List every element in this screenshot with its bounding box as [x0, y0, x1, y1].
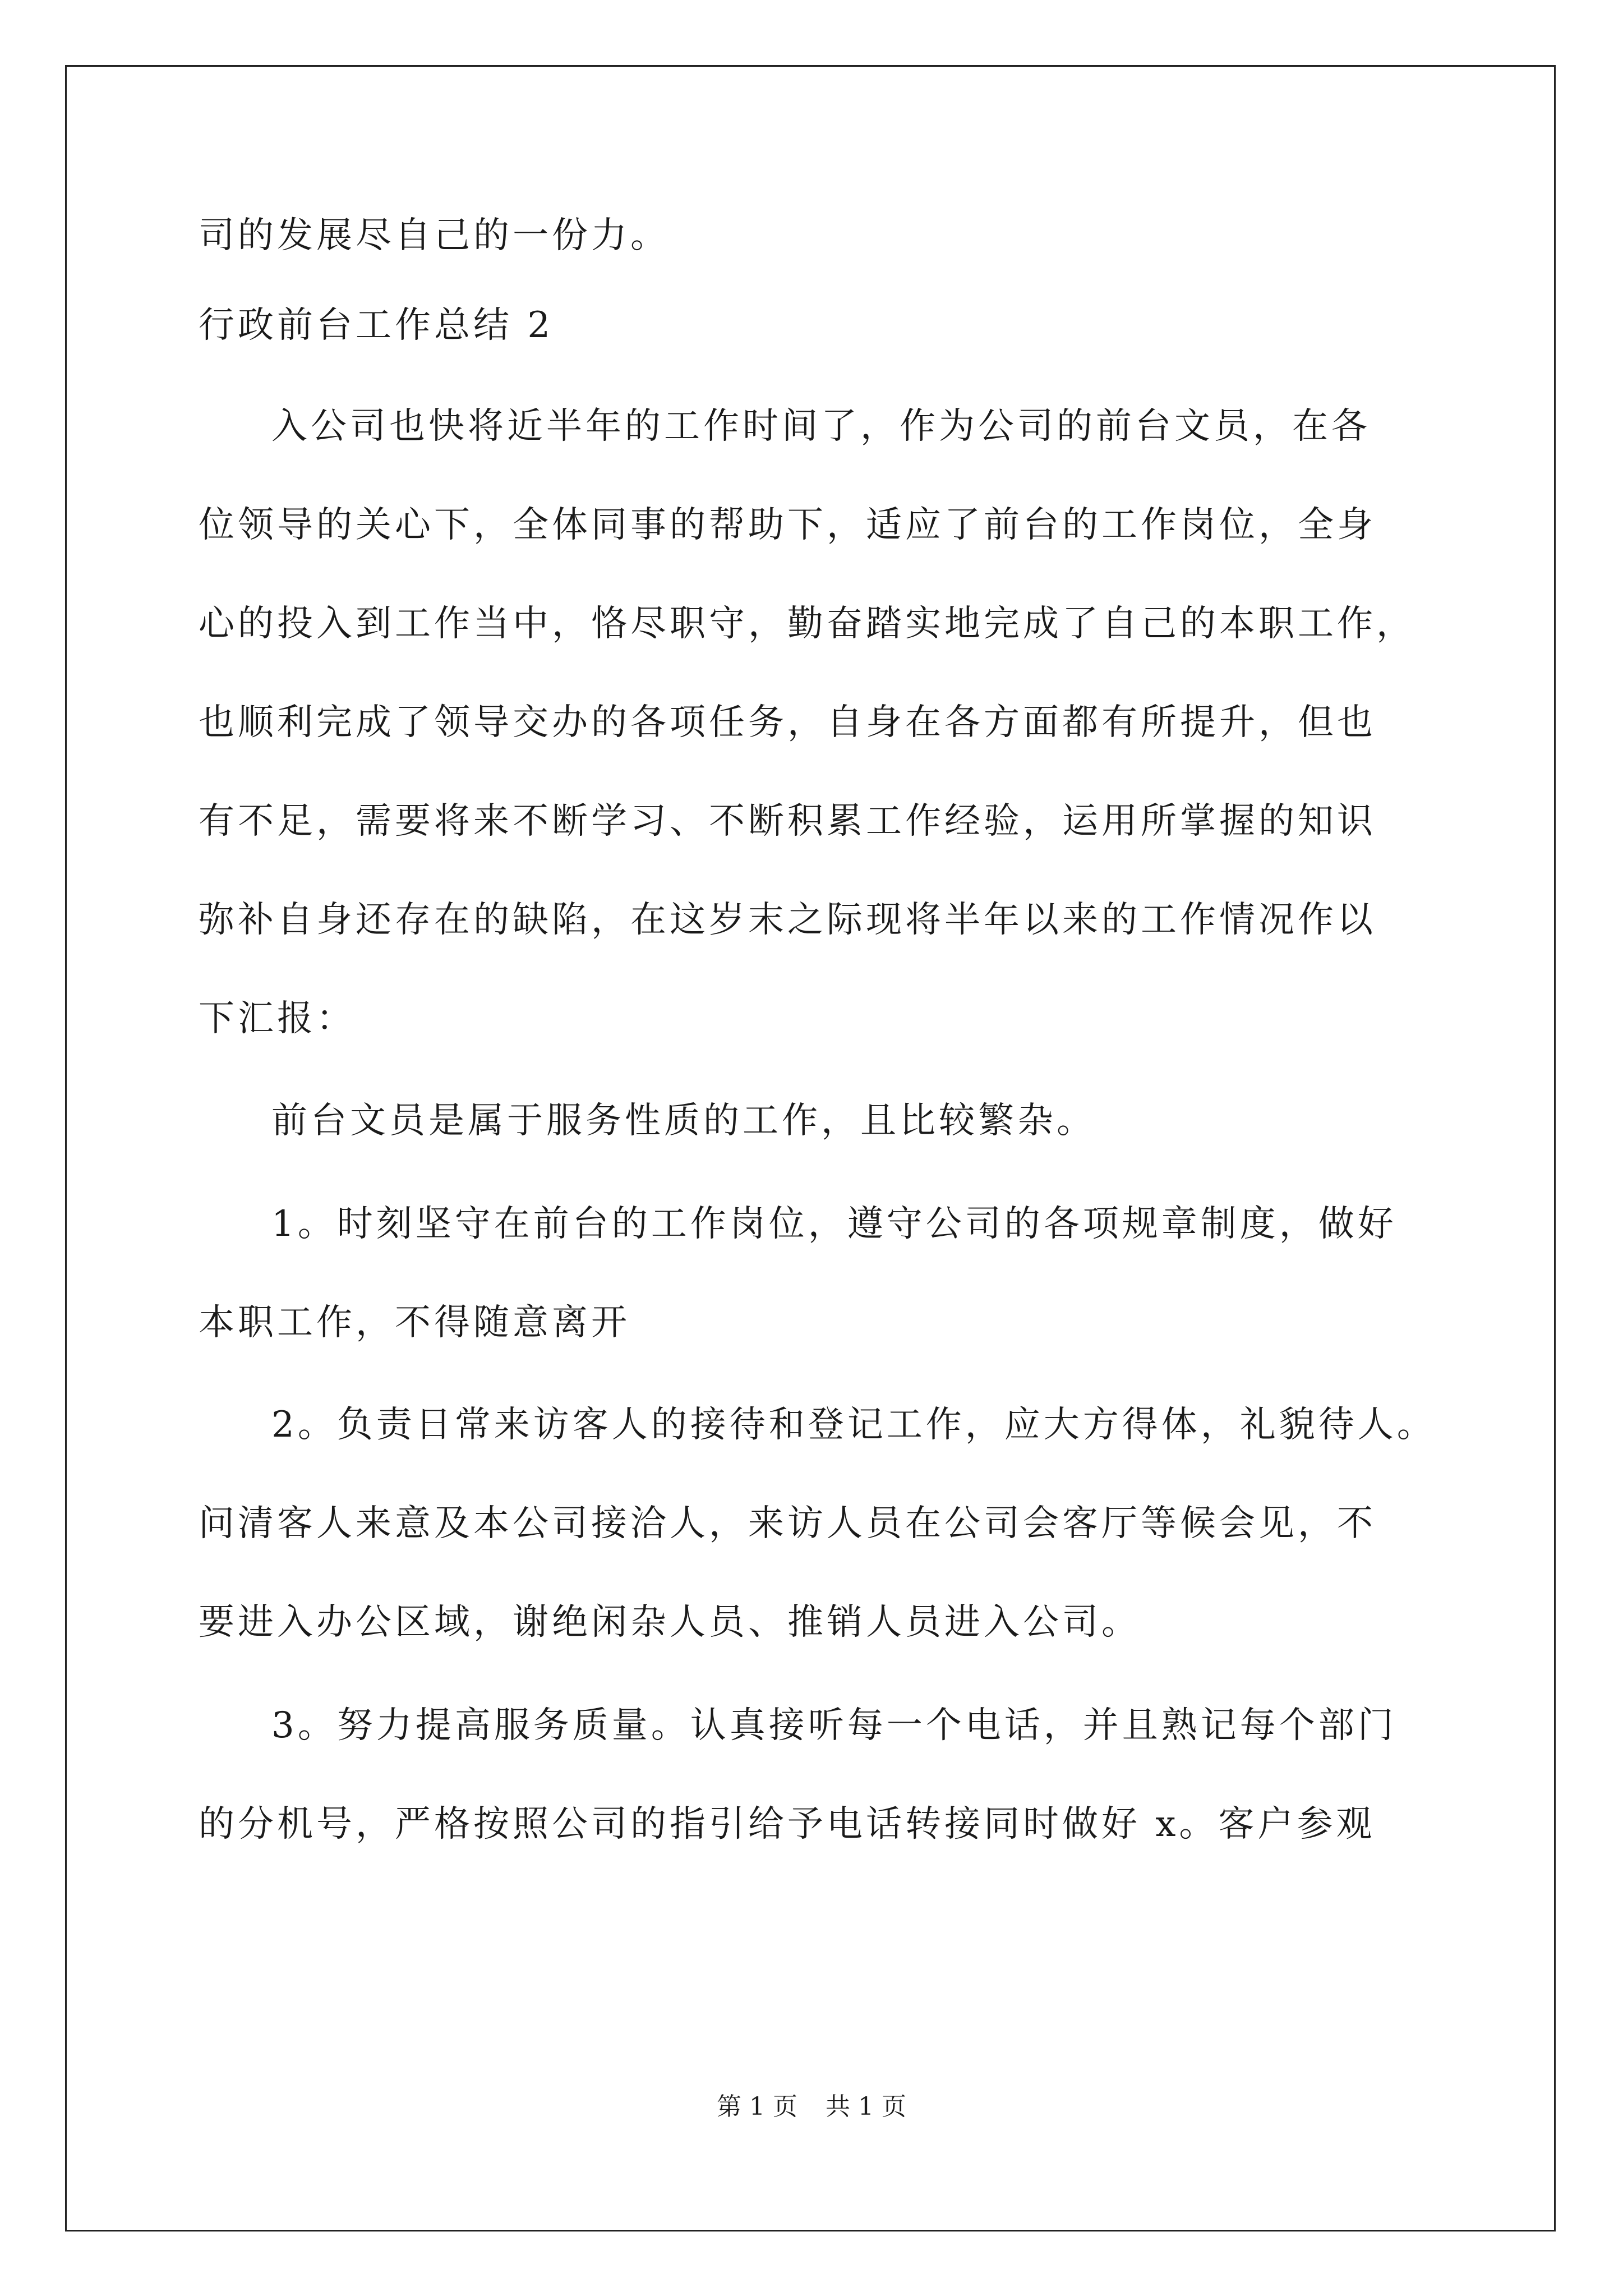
text-line: 有不足，需要将来不断学习、不断积累工作经验，运用所掌握的知识 [199, 800, 1376, 842]
text-line: 2。负责日常来访客人的接待和登记工作，应大方得体，礼貌待人。 [271, 1404, 1436, 1446]
text-line: 入公司也快将近半年的工作时间了，作为公司的前台文员，在各 [271, 406, 1371, 447]
text-line: 位领导的关心下，全体同事的帮助下，适应了前台的工作岗位，全身 [199, 504, 1376, 546]
text-line: 要进入办公区域，谢绝闲杂人员、推销人员进入公司。 [199, 1602, 1141, 1643]
page-footer [0, 2091, 1623, 2123]
text-line: 的分机号，严格按照公司的指引给予电话转接同时做好 x。客户参观 [199, 1803, 1376, 1845]
text-line: 问清客人来意及本公司接洽人，来访人员在公司会客厅等候会见，不 [199, 1503, 1376, 1544]
page-total: 共 1 页 [826, 2092, 906, 2121]
text-line: 心的投入到工作当中，恪尽职守，勤奋踏实地完成了自己的本职工作， [199, 603, 1415, 645]
text-line: 弥补自身还存在的缺陷，在这岁末之际现将半年以来的工作情况作以 [199, 899, 1376, 941]
text-line: 也顺利完成了领导交办的各项任务，自身在各方面都有所提升，但也 [199, 702, 1376, 743]
text-line: 3。努力提高服务质量。认真接听每一个电话，并且熟记每个部门 [271, 1705, 1397, 1746]
text-line: 下汇报： [199, 998, 356, 1039]
section-heading: 行政前台工作总结 2 [199, 305, 554, 346]
text-line: 本职工作，不得随意离开 [199, 1302, 630, 1343]
text-line: 1。时刻坚守在前台的工作岗位，遵守公司的各项规章制度，做好 [271, 1203, 1397, 1245]
text-line: 司的发展尽自己的一份力。 [199, 215, 670, 256]
text-line: 前台文员是属于服务性质的工作，且比较繁杂。 [271, 1100, 1096, 1142]
page-number: 第 1 页 [717, 2092, 797, 2121]
page-border [65, 65, 1556, 2231]
